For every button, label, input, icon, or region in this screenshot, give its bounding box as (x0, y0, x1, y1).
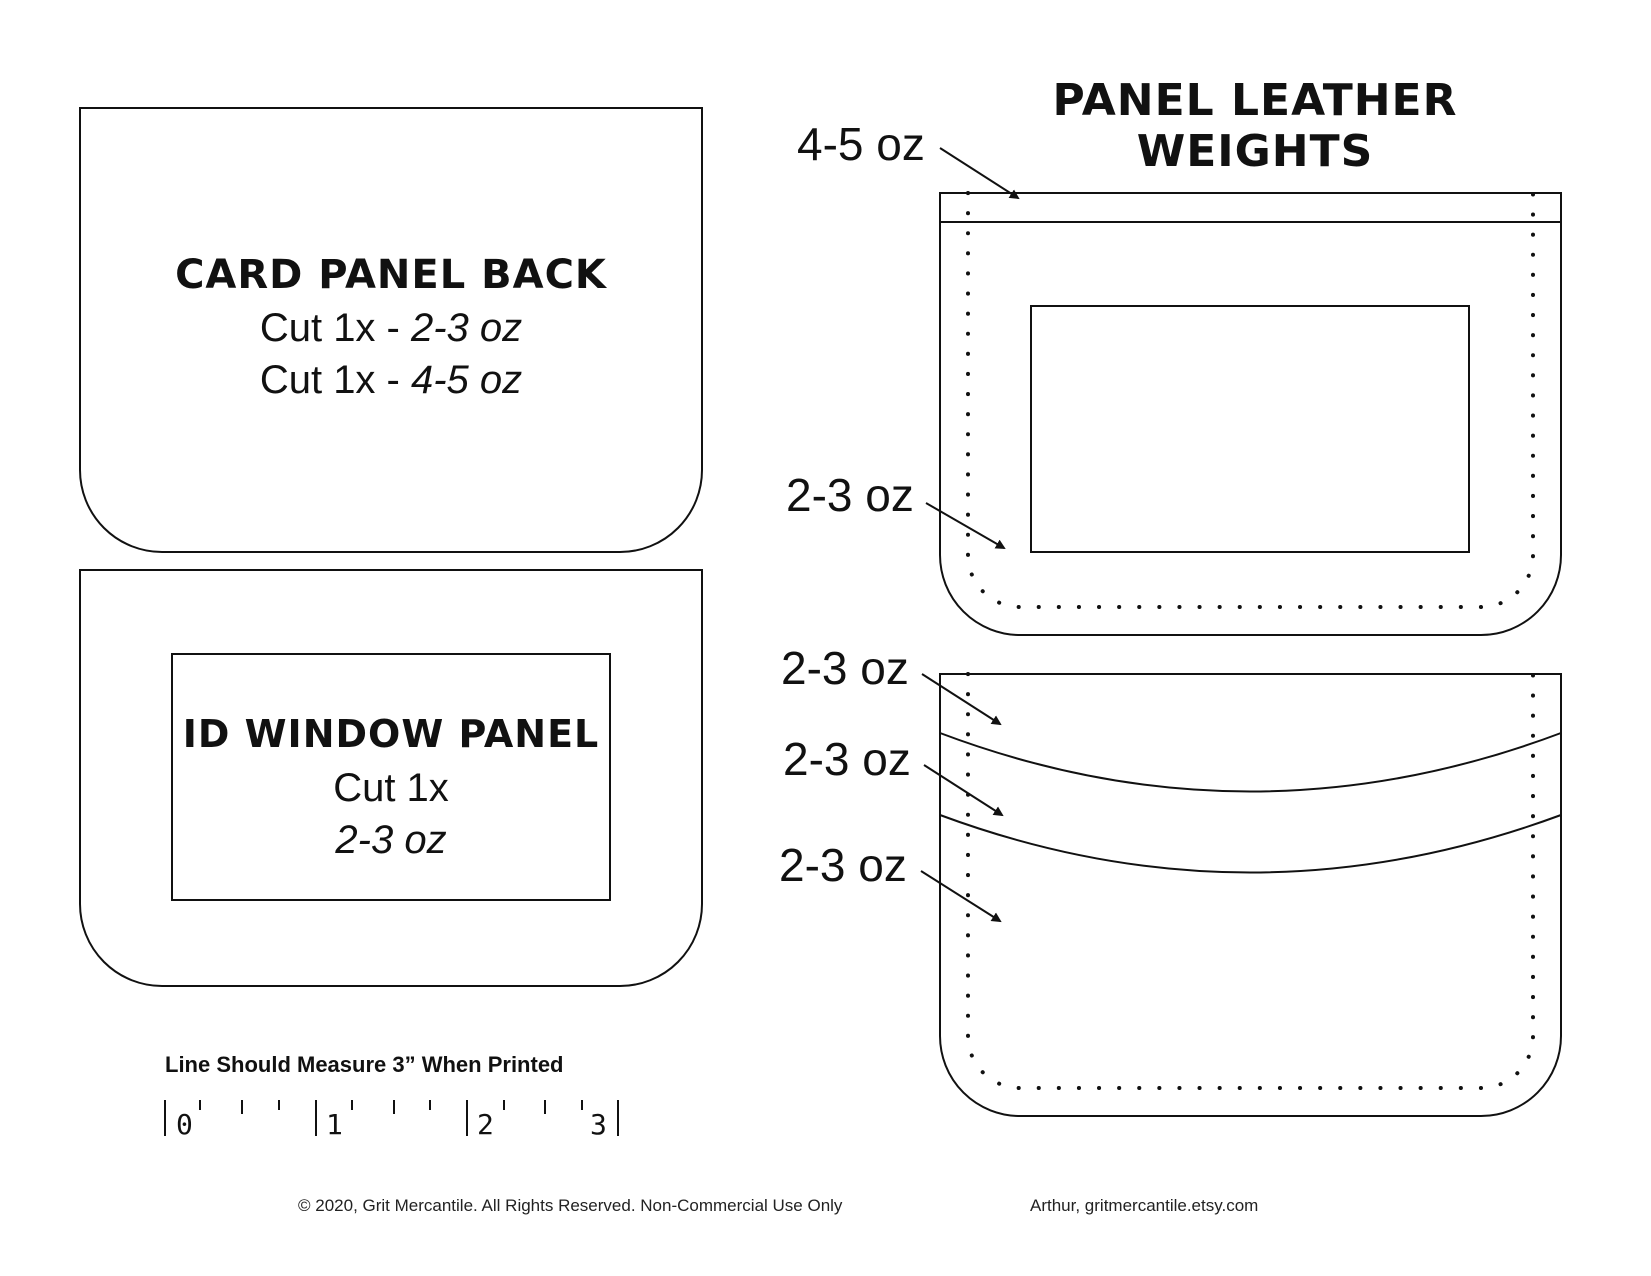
ruler-number-2: 2 (477, 1108, 494, 1141)
arrow-2-3oz-window (926, 503, 1004, 548)
ruler-number-0: 0 (176, 1108, 193, 1141)
arrow-4-5oz (940, 148, 1018, 198)
weights-top-stitch-line (968, 193, 1533, 607)
weights-bottom-panel-outline (940, 674, 1561, 1116)
id-window-panel-line-1: Cut 1x (333, 766, 449, 810)
weight-value: 2-3 oz (410, 306, 523, 350)
cut-prefix: Cut 1x - (259, 306, 411, 350)
arrow-2-3oz-pocket-2 (924, 765, 1002, 815)
weights-top-panel-outline (940, 193, 1561, 635)
card-panel-back-line-1 (80, 306, 702, 351)
footer-credit: Arthur, gritmercantile.etsy.com (1030, 1196, 1259, 1215)
ruler-caption: Line Should Measure 3” When Printed (165, 1052, 564, 1077)
id-window-panel-title: ID WINDOW PANEL (182, 712, 600, 756)
arrow-2-3oz-pocket-3 (921, 871, 1000, 921)
ruler-number-1: 1 (326, 1108, 343, 1141)
weights-title-line-1: PANEL LEATHER (1052, 75, 1458, 126)
weight-label-pocket-1: 2-3 oz (781, 642, 909, 694)
weight-label-window: 2-3 oz (786, 469, 914, 521)
footer-copyright: © 2020, Grit Mercantile. All Rights Reserved. Non-Commercial Use Only (298, 1196, 843, 1215)
weight-value: 4-5 oz (410, 358, 523, 402)
weights-title-line-2: WEIGHTS (1136, 126, 1374, 177)
ruler (165, 1100, 618, 1136)
weights-bottom-stitch-line (968, 674, 1533, 1088)
weight-label-top-strip: 4-5 oz (797, 118, 925, 170)
weights-pocket-curve-2 (940, 815, 1561, 873)
weight-label-pocket-3: 2-3 oz (779, 839, 907, 891)
weights-pocket-curve-1 (940, 733, 1561, 792)
card-panel-back-line-2 (80, 358, 702, 403)
ruler-number-3: 3 (590, 1108, 607, 1141)
weight-label-pocket-2: 2-3 oz (783, 733, 911, 785)
arrow-2-3oz-pocket-1 (922, 674, 1000, 724)
card-panel-back-title: CARD PANEL BACK (175, 252, 607, 298)
id-window-panel-line-2: 2-3 oz (335, 818, 447, 862)
cut-prefix: Cut 1x - (259, 358, 411, 402)
weights-id-window (1031, 306, 1469, 552)
